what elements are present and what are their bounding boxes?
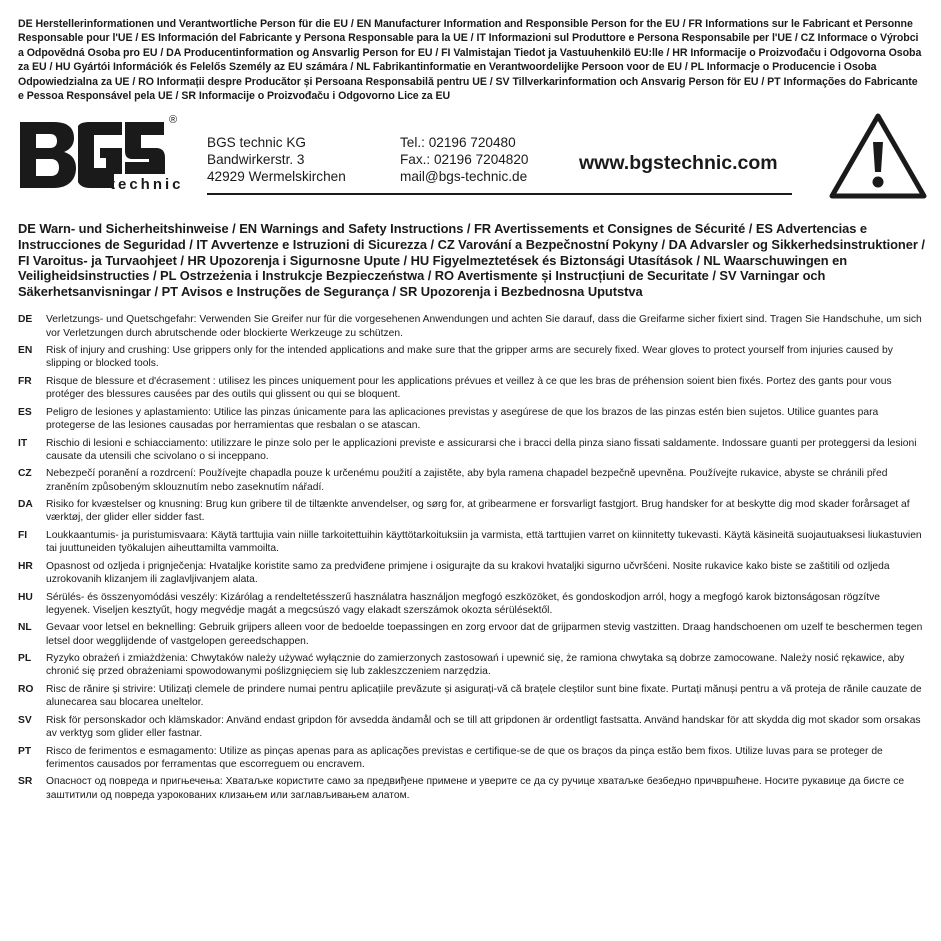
warning-item-nl [18, 621, 926, 647]
safety-heading: DE Warn- und Sicherheitshinweise / EN Warnings and Safety Instructions / FR Avertissements et Consignes de Sécurité / ES Advertencias e Instrucciones de Seguridad / IT Avvertenze e Istruzioni di Sicurezza / CZ Varování a Bezpečnostní Pokyny / DA Advarsler og Sikkerhedsinstruktioner / FI Varoitus- ja Turvaohjeet / HR Upozorenja i Sigurnosne Upute / HU Figyelmeztetések és Biztonsági Utasítások / NL Waarschuwingen en Veiligheidsinstructies / PL Ostrzeżenia i Instrukcje Bezpieczeństwa / RO Avertismente și Instrucțiuni de Securitate / SV Varningar och Säkerhetsanvisningar / PT Avisos e Instruções de Segurança / SR Upozorenja i Bezbednosna Uputstva [18, 221, 925, 299]
warning-text: Ryzyko obrażeń i zmiażdżenia: Chwytaków należy używać wyłącznie do zamierzonych zastosowań i upewnić się, że ramiona chwytaka są dobrze zamocowane. Należy nosić rękawice, aby chronić się przed obrażeniami spowodowanymi poślizgnięciem się lub zakleszczeniem narzędzia. [46, 653, 905, 678]
company-tel: Tel.: 02196 720480 [400, 135, 516, 151]
warning-text: Nebezpečí poranění a rozdrcení: Používejte chapadla pouze k určenému použití a zajistěte, aby byla ramena chapadel bezpečně upevněna. Používejte rukavice, abyste se chránili před zraněním způsobeným sklouznutím nebo zaseknutím nářadí. [46, 468, 888, 493]
warning-text: Risk för personskador och klämskador: Använd endast gripdon för avsedda ändamål och se till att gripdonen är ordentligt fastsatta. Använd handskar för att skydda dig mot skador som orsakas av verktyg som glider eller fastnar. [46, 714, 921, 739]
company-address [207, 134, 346, 185]
warning-text: Risk of injury and crushing: Use grippers only for the intended applications and make sure that the gripper arms are securely fixed. Wear gloves to protect yourself from injuries caused by slipping or blocked tools. [46, 345, 893, 370]
logo-registered-mark: ® [169, 114, 178, 127]
warning-text: Sérülés- és összenyomódási veszély: Kizárólag a rendeltetésszerű használatra használjon megfogó eszközöket, és gondoskodjon arról, hogy a megfogó karok biztonságosan rögzítve legyenek. Viseljen kesztyűt, hogy megvédje magát a megcsúszó vagy elakadt szerszámok okozta sérülésektől. [46, 591, 880, 616]
warning-item-hr [18, 560, 926, 586]
warning-item-cz [18, 467, 926, 493]
document-page [18, 17, 926, 806]
warning-item-pl [18, 652, 926, 678]
warning-item-fr [18, 375, 926, 401]
warning-text: Opasnost od ozljeda i prignječenja: Hvataljke koristite samo za predviđene primjene i osigurajte da su krakovi hvataljki sigurno učvršćeni. Nosite rukavice kako biste se zaštitili od ozljeda uzrokovanih klizanjem ili zaglavljivanjem alata. [46, 560, 890, 585]
lang-code: RO [18, 683, 34, 695]
warning-item-it [18, 437, 926, 463]
lang-code: PL [18, 653, 32, 665]
lang-code: HR [18, 560, 33, 572]
lang-code: FI [18, 529, 28, 541]
lang-code: ES [18, 406, 32, 418]
warning-item-pt [18, 745, 926, 771]
lang-code: CZ [18, 468, 32, 480]
warning-text: Risiko for kvæstelser og knusning: Brug kun gribere til de tiltænkte anvendelser, og sørg for, at gribearmene er forsvarligt fastgjort. Brug handsker for at beskytte dig mod skader forårsaget af værktøj, der glider eller sidder fast. [46, 499, 910, 524]
lang-code: NL [18, 622, 32, 634]
warning-text: Gevaar voor letsel en beknelling: Gebruik grijpers alleen voor de bedoelde toepassingen en zorg ervoor dat de grijparmen stevig vastzitten. Draag handschoenen om uzelf te beschermen tegen letsel door wegglijdende of vastgelopen gereedschappen. [46, 622, 923, 647]
warning-triangle-icon [828, 112, 928, 202]
company-street: Bandwirkerstr. 3 [207, 152, 305, 168]
warning-item-en [18, 344, 926, 370]
warning-text: Risque de blessure et d'écrasement : utilisez les pinces uniquement pour les applications prévues et veillez à ce que les bras de préhension soient bien fixés. Portez des gants pour vous protéger des blessures causées par des outils qui glissent ou qui se bloquent. [46, 376, 892, 401]
warning-text: Loukkaantumis- ja puristumisvaara: Käytä tarttujia vain niille tarkoitettuihin käyttötarkoituksiin ja varmista, että tarttujien varret on kiinnitetty tukevasti. Käytä käsineitä suojautuaksesi liukastuvien tai juuttuneiden työkalujen aiheuttamilta vammoilta. [46, 529, 922, 555]
warning-item-fi [18, 529, 926, 555]
warning-item-da [18, 498, 926, 524]
lang-code: DE [18, 314, 33, 326]
warning-item-sv [18, 714, 926, 740]
company-contact [400, 134, 529, 185]
warning-item-sr [18, 775, 926, 801]
warning-text: Опасност од повреда и пригњечења: Хватаљке користите само за предвиђене примене и уверите се да су ручице хватаљке безбедно причвршћене. Носите рукавице да бисте се заштитили од повреда узрокованих клизањем или заглављивањем алатом. [46, 776, 905, 801]
lang-code: SV [18, 714, 32, 726]
warning-item-ro [18, 683, 926, 709]
lang-code: EN [18, 345, 33, 357]
warning-item-es [18, 406, 926, 432]
lang-code: PT [18, 745, 32, 757]
warning-text: Peligro de lesiones y aplastamiento: Utilice las pinzas únicamente para las aplicaciones previstas y asegúrese de que los brazos de las pinzas estén bien sujetos. Utilice guantes para protegerse de las lesiones causadas por herramientas que resbalan o se atascan. [46, 406, 879, 431]
warning-text: Verletzungs- und Quetschgefahr: Verwenden Sie Greifer nur für die vorgesehenen Anwendungen und achten Sie darauf, dass die Greifarme sicher fixiert sind. Tragen Sie Handschuhe, um sich vor Verletzungen durch abrutschende oder blockierte Werkzeuge zu schützen. [46, 314, 922, 339]
lang-code: IT [18, 437, 28, 449]
company-header [18, 112, 926, 202]
warnings-list [18, 313, 926, 801]
company-website: www.bgstechnic.com [579, 152, 778, 175]
company-city: 42929 Wermelskirchen [207, 169, 346, 185]
company-mail: mail@bgs-technic.de [400, 169, 528, 185]
lang-code: FR [18, 376, 32, 387]
manufacturer-info-heading: DE Herstellerinformationen und Verantwortliche Person für die EU / EN Manufacturer Information and Responsible Person for the EU / FR Informations sur le Fabricant et Personne Responsable pour l'UE / ES Información del Fabricante y Persona Responsable para la UE / IT Informazioni sul Produttore e Persona Responsabile per l'UE / CZ Informace o Výrobci a Odpovědná Osoba pro EU / DA Producentinformation og Ansvarlig Person for EU / FI Valmistajan Tiedot ja Vastuuhenkilö EU:lle / HR Informacije o Proizvođaču i Odgovorna Osoba za EU / HU Gyártói Információk és Felelős Személy az EU számára / NL Fabrikantinformatie en Verantwoordelijke Persoon voor de EU / PL Informacje o Producencie i Osoba Odpowiedzialna za UE / RO Informații despre Producător și Persoana Responsabilă pentru UE / SV Tillverkarinformation och Ansvarig Person för EU / PT Informações do Fabricante e Pessoa Responsável pela UE / SR Informacije o Proizvođaču i Odgovorno Lice za EU [18, 18, 922, 103]
header-divider [207, 193, 792, 195]
lang-code: DA [18, 499, 33, 511]
lang-code: SR [18, 776, 33, 788]
warning-item-hu [18, 591, 926, 617]
warning-text: Risc de rănire și strivire: Utilizați clemele de prindere numai pentru aplicațiile prevăzute și asigurați-vă că brațele cleștilor sunt bine fixate. Purtați mănuși pentru a vă proteja de rănile cauzate de alunecarea sau blocarea uneltelor. [46, 683, 922, 709]
warning-text: Rischio di lesioni e schiacciamento: utilizzare le pinze solo per le applicazioni previste e assicurarsi che i bracci della pinza siano fissati saldamente. Indossare guanti per proteggersi da lesioni causate da utensili che scivolano o si inceppano. [46, 437, 917, 462]
logo-subtitle: technic [110, 176, 184, 194]
company-name: BGS technic KG [207, 135, 306, 151]
warning-item-de [18, 313, 926, 339]
lang-code: HU [18, 591, 33, 603]
warning-text: Risco de ferimentos e esmagamento: Utilize as pinças apenas para as aplicações previstas e certifique-se de que os braços da pinça estão bem fixos. Utilize luvas para se proteger de ferimentos causados por ferramentas que escorreguem ou encravem. [46, 745, 883, 770]
company-fax: Fax.: 02196 7204820 [400, 152, 529, 168]
